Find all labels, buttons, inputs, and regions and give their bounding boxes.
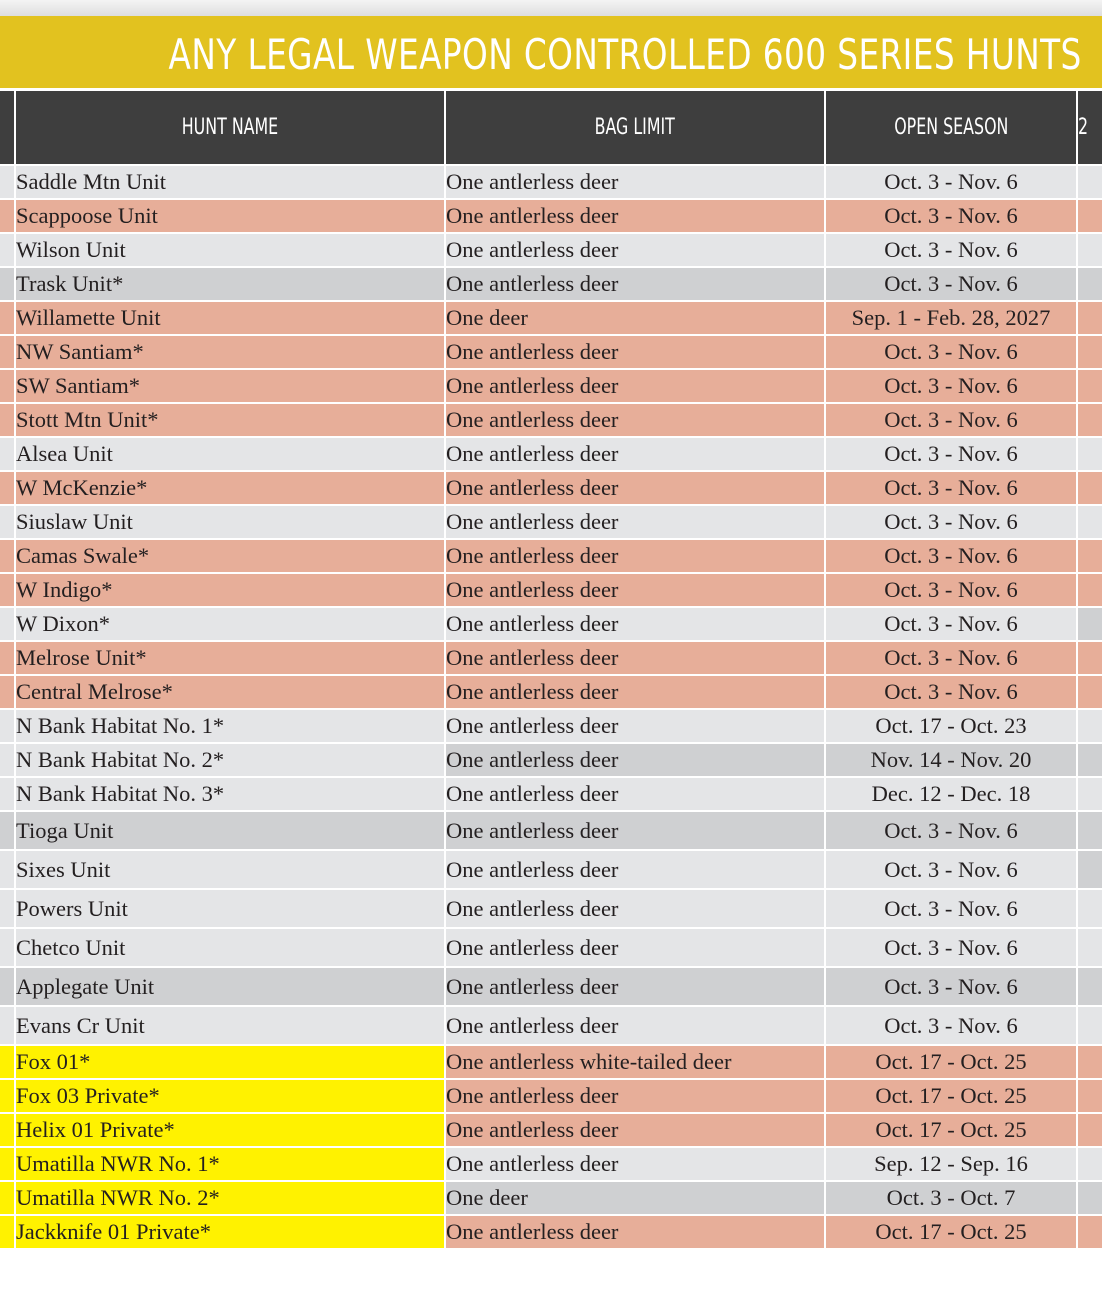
row-edge-cell xyxy=(0,233,15,267)
hunt-name-cell: Umatilla NWR No. 1* xyxy=(15,1147,445,1181)
row-edge-cell xyxy=(0,811,15,850)
bag-limit-cell: One antlerless deer xyxy=(445,505,825,539)
open-season-cell: Oct. 3 - Nov. 6 xyxy=(825,889,1077,928)
hunt-name-cell: Applegate Unit xyxy=(15,967,445,1006)
extra-column-cell xyxy=(1077,267,1102,301)
header-extra-column xyxy=(1077,91,1102,165)
bag-limit-cell: One antlerless deer xyxy=(445,335,825,369)
table-row xyxy=(0,1215,1102,1249)
row-edge-cell xyxy=(0,675,15,709)
bag-limit-cell: One antlerless deer xyxy=(445,777,825,811)
table-body xyxy=(0,165,1102,1249)
hunts-table xyxy=(0,91,1102,1250)
table-row xyxy=(0,199,1102,233)
header-hunt-name xyxy=(15,91,445,165)
bag-limit-cell: One antlerless deer xyxy=(445,471,825,505)
extra-column-cell xyxy=(1077,403,1102,437)
open-season-cell: Oct. 3 - Nov. 6 xyxy=(825,607,1077,641)
table-row xyxy=(0,1006,1102,1045)
open-season-cell: Oct. 3 - Nov. 6 xyxy=(825,165,1077,199)
row-edge-cell xyxy=(0,301,15,335)
row-edge-cell xyxy=(0,573,15,607)
bag-limit-cell: One antlerless deer xyxy=(445,437,825,471)
extra-column-cell xyxy=(1077,539,1102,573)
bag-limit-cell: One antlerless deer xyxy=(445,743,825,777)
bag-limit-cell: One antlerless deer xyxy=(445,1215,825,1249)
header-bag-limit-label: BAG LIMIT xyxy=(594,115,676,140)
bag-limit-cell: One antlerless deer xyxy=(445,573,825,607)
extra-column-cell xyxy=(1077,641,1102,675)
table-row xyxy=(0,403,1102,437)
open-season-cell: Oct. 3 - Nov. 6 xyxy=(825,199,1077,233)
extra-column-cell xyxy=(1077,1215,1102,1249)
hunt-name-cell: Fox 01* xyxy=(15,1045,445,1079)
table-row xyxy=(0,1147,1102,1181)
hunt-name-cell: Central Melrose* xyxy=(15,675,445,709)
row-edge-cell xyxy=(0,369,15,403)
extra-column-cell xyxy=(1077,1113,1102,1147)
row-edge-cell xyxy=(0,267,15,301)
open-season-cell: Oct. 17 - Oct. 23 xyxy=(825,709,1077,743)
table-row xyxy=(0,889,1102,928)
table-row xyxy=(0,539,1102,573)
table-row xyxy=(0,967,1102,1006)
row-edge-cell xyxy=(0,165,15,199)
hunt-name-cell: N Bank Habitat No. 1* xyxy=(15,709,445,743)
hunt-name-cell: Trask Unit* xyxy=(15,267,445,301)
row-edge-cell xyxy=(0,1006,15,1045)
hunt-name-cell: N Bank Habitat No. 3* xyxy=(15,777,445,811)
row-edge-cell xyxy=(0,641,15,675)
bag-limit-cell: One antlerless deer xyxy=(445,369,825,403)
hunt-name-cell: Fox 03 Private* xyxy=(15,1079,445,1113)
header-open-season xyxy=(825,91,1077,165)
table-row xyxy=(0,437,1102,471)
table-row xyxy=(0,811,1102,850)
table-header-row xyxy=(0,91,1102,165)
row-edge-cell xyxy=(0,437,15,471)
row-edge-cell xyxy=(0,403,15,437)
header-open-season-label: OPEN SEASON xyxy=(893,115,1009,140)
table-row xyxy=(0,1181,1102,1215)
open-season-cell: Oct. 3 - Nov. 6 xyxy=(825,573,1077,607)
open-season-cell: Oct. 3 - Nov. 6 xyxy=(825,1006,1077,1045)
row-edge-cell xyxy=(0,709,15,743)
hunt-name-cell: Willamette Unit xyxy=(15,301,445,335)
hunt-name-cell: W Dixon* xyxy=(15,607,445,641)
row-edge-cell xyxy=(0,335,15,369)
row-edge-cell xyxy=(0,928,15,967)
hunt-name-cell: W Indigo* xyxy=(15,573,445,607)
hunt-name-cell: Saddle Mtn Unit xyxy=(15,165,445,199)
extra-column-cell xyxy=(1077,889,1102,928)
table-row xyxy=(0,369,1102,403)
table-row xyxy=(0,573,1102,607)
extra-column-cell xyxy=(1077,709,1102,743)
open-season-cell: Oct. 3 - Nov. 6 xyxy=(825,369,1077,403)
extra-column-cell xyxy=(1077,675,1102,709)
row-edge-cell xyxy=(0,539,15,573)
hunt-name-cell: Sixes Unit xyxy=(15,850,445,889)
open-season-cell: Oct. 3 - Nov. 6 xyxy=(825,233,1077,267)
open-season-cell: Oct. 3 - Nov. 6 xyxy=(825,505,1077,539)
table-row xyxy=(0,471,1102,505)
table-row xyxy=(0,743,1102,777)
bag-limit-cell: One deer xyxy=(445,301,825,335)
header-hunt-name-label: HUNT NAME xyxy=(181,115,279,140)
open-season-cell: Oct. 17 - Oct. 25 xyxy=(825,1215,1077,1249)
title-banner xyxy=(0,16,1102,88)
table-row xyxy=(0,777,1102,811)
row-edge-cell xyxy=(0,199,15,233)
row-edge-cell xyxy=(0,743,15,777)
table-row xyxy=(0,301,1102,335)
extra-column-cell xyxy=(1077,850,1102,889)
open-season-cell: Oct. 3 - Nov. 6 xyxy=(825,539,1077,573)
hunt-name-cell: Stott Mtn Unit* xyxy=(15,403,445,437)
hunt-name-cell: Scappoose Unit xyxy=(15,199,445,233)
extra-column-cell xyxy=(1077,301,1102,335)
row-edge-cell xyxy=(0,1045,15,1079)
header-extra-label: 2 xyxy=(1078,115,1089,140)
open-season-cell: Oct. 3 - Nov. 6 xyxy=(825,675,1077,709)
hunt-name-cell: Wilson Unit xyxy=(15,233,445,267)
hunt-name-cell: Melrose Unit* xyxy=(15,641,445,675)
row-edge-cell xyxy=(0,889,15,928)
table-row xyxy=(0,675,1102,709)
extra-column-cell xyxy=(1077,1147,1102,1181)
open-season-cell: Oct. 3 - Nov. 6 xyxy=(825,811,1077,850)
table-row xyxy=(0,233,1102,267)
bag-limit-cell: One antlerless deer xyxy=(445,1079,825,1113)
extra-column-cell xyxy=(1077,335,1102,369)
hunt-name-cell: Jackknife 01 Private* xyxy=(15,1215,445,1249)
bag-limit-cell: One antlerless deer xyxy=(445,709,825,743)
table-row xyxy=(0,928,1102,967)
hunt-name-cell: Camas Swale* xyxy=(15,539,445,573)
extra-column-cell xyxy=(1077,505,1102,539)
bag-limit-cell: One antlerless deer xyxy=(445,233,825,267)
page-title: ANY LEGAL WEAPON CONTROLLED 600 SERIES HUNTS xyxy=(168,30,1082,79)
table-row xyxy=(0,1079,1102,1113)
row-edge-cell xyxy=(0,777,15,811)
open-season-cell: Oct. 3 - Oct. 7 xyxy=(825,1181,1077,1215)
open-season-cell: Oct. 3 - Nov. 6 xyxy=(825,267,1077,301)
bag-limit-cell: One antlerless deer xyxy=(445,850,825,889)
extra-column-cell xyxy=(1077,165,1102,199)
table-row xyxy=(0,335,1102,369)
extra-column-cell xyxy=(1077,928,1102,967)
open-season-cell: Sep. 12 - Sep. 16 xyxy=(825,1147,1077,1181)
extra-column-cell xyxy=(1077,437,1102,471)
row-edge-cell xyxy=(0,967,15,1006)
open-season-cell: Dec. 12 - Dec. 18 xyxy=(825,777,1077,811)
table-row xyxy=(0,505,1102,539)
extra-column-cell xyxy=(1077,1006,1102,1045)
table-row xyxy=(0,165,1102,199)
bag-limit-cell: One antlerless deer xyxy=(445,607,825,641)
header-bag-limit xyxy=(445,91,825,165)
hunt-name-cell: Alsea Unit xyxy=(15,437,445,471)
hunt-name-cell: SW Santiam* xyxy=(15,369,445,403)
extra-column-cell xyxy=(1077,1045,1102,1079)
bag-limit-cell: One antlerless deer xyxy=(445,1147,825,1181)
bag-limit-cell: One antlerless deer xyxy=(445,889,825,928)
table-row xyxy=(0,1113,1102,1147)
hunt-name-cell: N Bank Habitat No. 2* xyxy=(15,743,445,777)
bag-limit-cell: One antlerless deer xyxy=(445,928,825,967)
row-edge-cell xyxy=(0,1113,15,1147)
hunt-name-cell: Powers Unit xyxy=(15,889,445,928)
hunt-name-cell: W McKenzie* xyxy=(15,471,445,505)
bag-limit-cell: One antlerless deer xyxy=(445,1113,825,1147)
row-edge-cell xyxy=(0,471,15,505)
table-row xyxy=(0,641,1102,675)
row-edge-cell xyxy=(0,1215,15,1249)
open-season-cell: Oct. 3 - Nov. 6 xyxy=(825,928,1077,967)
bag-limit-cell: One antlerless deer xyxy=(445,199,825,233)
bag-limit-cell: One antlerless deer xyxy=(445,967,825,1006)
bag-limit-cell: One antlerless white-tailed deer xyxy=(445,1045,825,1079)
header-edge-cell xyxy=(0,91,15,165)
open-season-cell: Oct. 3 - Nov. 6 xyxy=(825,967,1077,1006)
open-season-cell: Nov. 14 - Nov. 20 xyxy=(825,743,1077,777)
bag-limit-cell: One antlerless deer xyxy=(445,267,825,301)
bag-limit-cell: One antlerless deer xyxy=(445,403,825,437)
extra-column-cell xyxy=(1077,607,1102,641)
table-row xyxy=(0,1045,1102,1079)
extra-column-cell xyxy=(1077,233,1102,267)
table-row xyxy=(0,607,1102,641)
open-season-cell: Oct. 3 - Nov. 6 xyxy=(825,437,1077,471)
open-season-cell: Sep. 1 - Feb. 28, 2027 xyxy=(825,301,1077,335)
row-edge-cell xyxy=(0,607,15,641)
open-season-cell: Oct. 3 - Nov. 6 xyxy=(825,471,1077,505)
table-row xyxy=(0,267,1102,301)
table-row xyxy=(0,709,1102,743)
extra-column-cell xyxy=(1077,369,1102,403)
bag-limit-cell: One antlerless deer xyxy=(445,811,825,850)
bag-limit-cell: One antlerless deer xyxy=(445,641,825,675)
bag-limit-cell: One antlerless deer xyxy=(445,165,825,199)
extra-column-cell xyxy=(1077,573,1102,607)
open-season-cell: Oct. 3 - Nov. 6 xyxy=(825,403,1077,437)
top-shadow-strip xyxy=(0,0,1102,16)
extra-column-cell xyxy=(1077,199,1102,233)
row-edge-cell xyxy=(0,1181,15,1215)
row-edge-cell xyxy=(0,1079,15,1113)
extra-column-cell xyxy=(1077,471,1102,505)
bag-limit-cell: One antlerless deer xyxy=(445,539,825,573)
open-season-cell: Oct. 3 - Nov. 6 xyxy=(825,335,1077,369)
row-edge-cell xyxy=(0,1147,15,1181)
open-season-cell: Oct. 17 - Oct. 25 xyxy=(825,1079,1077,1113)
hunt-name-cell: NW Santiam* xyxy=(15,335,445,369)
extra-column-cell xyxy=(1077,967,1102,1006)
extra-column-cell xyxy=(1077,1181,1102,1215)
row-edge-cell xyxy=(0,850,15,889)
bag-limit-cell: One deer xyxy=(445,1181,825,1215)
open-season-cell: Oct. 17 - Oct. 25 xyxy=(825,1113,1077,1147)
row-edge-cell xyxy=(0,505,15,539)
open-season-cell: Oct. 17 - Oct. 25 xyxy=(825,1045,1077,1079)
extra-column-cell xyxy=(1077,811,1102,850)
extra-column-cell xyxy=(1077,1079,1102,1113)
hunt-name-cell: Chetco Unit xyxy=(15,928,445,967)
extra-column-cell xyxy=(1077,777,1102,811)
hunt-name-cell: Evans Cr Unit xyxy=(15,1006,445,1045)
hunt-name-cell: Siuslaw Unit xyxy=(15,505,445,539)
bag-limit-cell: One antlerless deer xyxy=(445,1006,825,1045)
open-season-cell: Oct. 3 - Nov. 6 xyxy=(825,641,1077,675)
hunt-name-cell: Helix 01 Private* xyxy=(15,1113,445,1147)
extra-column-cell xyxy=(1077,743,1102,777)
hunt-name-cell: Umatilla NWR No. 2* xyxy=(15,1181,445,1215)
table-row xyxy=(0,850,1102,889)
hunt-name-cell: Tioga Unit xyxy=(15,811,445,850)
open-season-cell: Oct. 3 - Nov. 6 xyxy=(825,850,1077,889)
bag-limit-cell: One antlerless deer xyxy=(445,675,825,709)
